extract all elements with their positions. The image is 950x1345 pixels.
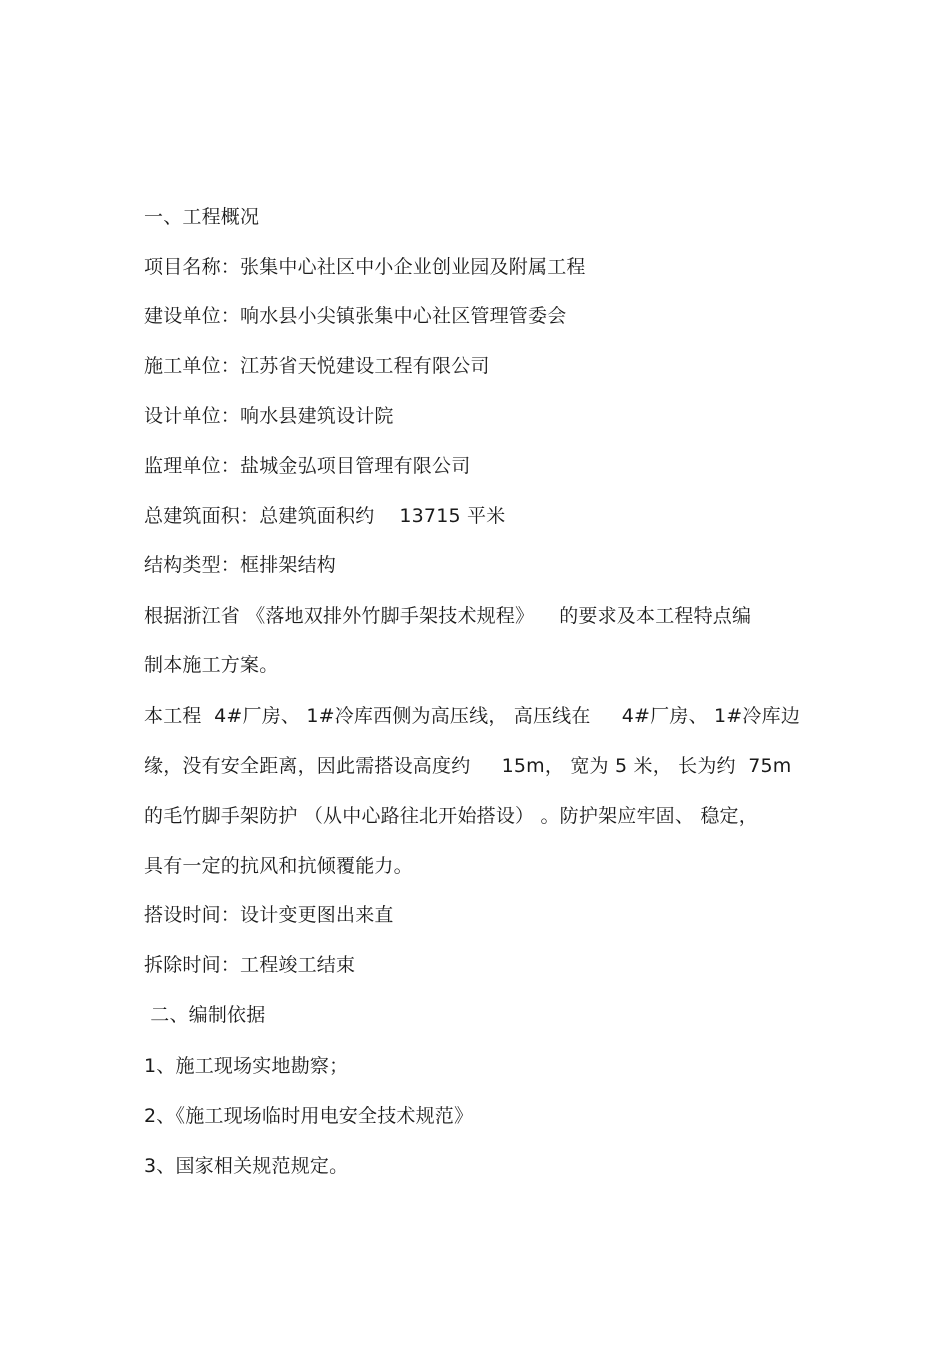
basis-paragraph-line-1: 根据浙江省 《落地双排外竹脚手架技术规程》 的要求及本工程特点编 — [144, 605, 752, 627]
basis-item-2: 2、《施工现场临时用电安全技术规范》 — [144, 1105, 474, 1127]
basis-paragraph-line-2: 制本施工方案。 — [144, 654, 279, 676]
design-unit-line: 设计单位：响水县建筑设计院 — [144, 405, 394, 427]
section-heading-overview: 一、工程概况 — [144, 206, 260, 228]
description-paragraph-line-2: 缘，没有安全距离，因此需搭设高度约 15m， 宽为 5 米， 长为约 75m — [144, 755, 792, 777]
supervision-unit-line: 监理单位：盐城金弘项目管理有限公司 — [144, 455, 471, 477]
construction-unit-line: 施工单位：江苏省天悦建设工程有限公司 — [144, 355, 490, 377]
project-name-line: 项目名称：张集中心社区中小企业创业园及附属工程 — [144, 256, 586, 278]
description-paragraph-line-3: 的毛竹脚手架防护 （从中心路往北开始搭设） 。防护架应牢固、 稳定， — [144, 805, 758, 827]
basis-item-3: 3、国家相关规范规定。 — [144, 1155, 349, 1177]
erection-time-line: 搭设时间：设计变更图出来直 — [144, 904, 394, 926]
description-paragraph-line-1: 本工程 4#厂房、 1#冷库西侧为高压线， 高压线在 4#厂房、 1#冷库边 — [144, 705, 801, 727]
structure-type-line: 结构类型：框排架结构 — [144, 554, 337, 576]
section-heading-basis: 二、编制依据 — [144, 1004, 266, 1026]
basis-item-1: 1、施工现场实地勘察； — [144, 1055, 349, 1077]
description-paragraph-line-4: 具有一定的抗风和抗倾覆能力。 — [144, 855, 413, 877]
owner-unit-line: 建设单位：响水县小尖镇张集中心社区管理管委会 — [144, 305, 567, 327]
total-area-line: 总建筑面积：总建筑面积约 13715 平米 — [144, 505, 506, 527]
removal-time-line: 拆除时间：工程竣工结束 — [144, 954, 356, 976]
